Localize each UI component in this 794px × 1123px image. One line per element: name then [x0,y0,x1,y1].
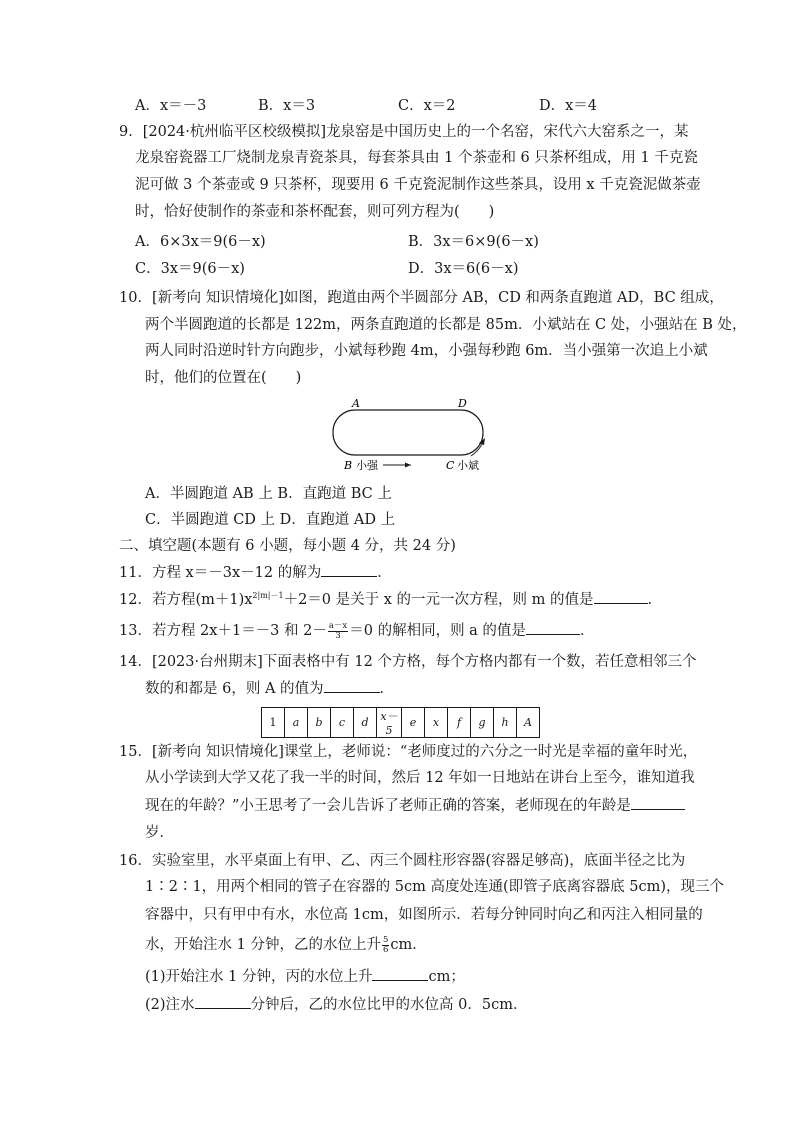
q16-sub2-answer-blank[interactable] [195,1008,251,1009]
q16-text-pre: 水，开始注水 1 分钟，乙的水位上升 [145,937,381,953]
q16-stem-line-2: 1∶2∶1，用两个相同的管子在容器的 5cm 高度处连通(即管子底离容器底 5cm)，现三个 [145,879,725,895]
grid-cell: A [517,708,540,738]
q15-answer-blank[interactable] [631,809,685,810]
q13-text-pre: 13．若方程 2x＋1＝－3 和 2－ [119,623,327,639]
q12-text-mid: ＋2＝0 是关于 x 的一元一次方程，则 m 的值是 [283,592,594,608]
q12-exponent: 2|m|－1 [252,591,284,601]
q8-option-a: A．x＝－3 [135,98,207,114]
q12-text-pre: 12．若方程(m＋1)x [119,592,253,608]
q9-stem-line-3: 泥可做 3 个茶壶或 9 只茶杯，现要用 6 千克瓷泥制作这些茶具，设用 x 千克瓷泥做茶壶 [135,177,701,193]
q16-stem-line-4 [145,934,427,956]
q10-stem-line-1: 10．[新考向 知识情境化]如图，跑道由两个半圆部分 AB，CD 和两条直跑道 AD，BC 组成， [119,290,724,306]
q16-sub-question-1 [145,966,465,988]
q9-stem-line-1: 9．[2024·杭州临平区校级模拟]龙泉窑是中国历史上的一个名窑，宋代六大窑系之一，某 [119,124,689,140]
q9-stem-line-2: 龙泉窑瓷器工厂烧制龙泉青瓷茶具，每套茶具由 1 个茶壶和 6 只茶杯组成，用 1 千克瓷 [135,150,698,166]
q14-text: 数的和都是 6，则 A 的值为 [145,681,324,697]
q10-stem-line-4: 时，他们的位置在( ) [145,370,302,386]
grid-cell: f [448,708,471,738]
grid-cell: e [402,708,425,738]
xiaoqiang-label: 小强 [356,459,378,472]
q13-fraction [328,622,348,641]
q8-option-d: D．x＝4 [539,98,598,114]
point-b-label: B [344,459,353,472]
q14-number-grid [261,707,540,738]
q9-option-b: B．3x＝6×9(6－x) [408,234,539,250]
q11-text: 11．方程 x＝－3x－12 的解为 [119,565,322,581]
q16-text-post: cm． [390,937,427,953]
q16-fraction [382,936,389,955]
q15-stem-line-3 [145,795,685,817]
q16-sub1-end: cm； [428,969,465,985]
q14-stem-line-2 [145,678,394,700]
grid-cell: h [494,708,517,738]
q12-end: ． [647,592,662,608]
q14-stem-line-1: 14．[2023·台州期末]下面表格中有 12 个方格，每个方格内都有一个数，若任意相邻三个 [119,654,697,670]
q13-text-mid: ＝0 的解相同，则 a 的值是 [349,623,526,639]
q15-stem-line-4: 岁． [145,825,174,841]
q16-sub1-text: (1)开始注水 1 分钟，丙的水位上升 [145,969,373,985]
q10-stem-line-2: 两个半圆跑道的长都是 122m，两条直跑道的长都是 85m．小斌站在 C 处，小强站在 B 处， [145,317,747,333]
q15-stem-line-1: 15．[新考向 知识情境化]课堂上，老师说：“老师度过的六分之一时光是幸福的童年时光， [119,744,698,760]
grid-cell: c [331,708,354,738]
q13-end: ． [579,623,595,639]
q8-option-b: B．x＝3 [258,98,316,114]
running-track [333,410,483,455]
q14-end: ． [379,681,395,697]
grid-cell: 1 [262,708,285,738]
xiaobin-label: 小斌 [457,459,479,472]
q13-fraction-numerator: a－x [328,620,348,631]
q12-answer-blank[interactable] [594,603,648,604]
q16-stem-line-1: 16．实验室里，水平桌面上有甲、乙、丙三个圆柱形容器(容器足够高)，底面半径之比为 [119,853,686,869]
q16-sub-question-2 [145,994,527,1016]
section-heading-fill-in: 二、填空题(本题有 6 小题，每小题 4 分，共 24 分) [119,538,456,554]
track-figure [325,394,500,478]
grid-cell: x [425,708,448,738]
q9-stem-line-4: 时，恰好使制作的茶壶和茶杯配套，则可列方程为( ) [135,204,495,220]
grid-cell: d [354,708,377,738]
q15-text: 现在的年龄？”小王思考了一会儿告诉了老师正确的答案，老师现在的年龄是 [145,798,631,814]
q9-option-a: A．6×3x＝9(6－x) [135,234,266,250]
xiaoqiang-arrow-icon [405,463,411,468]
q11-answer-blank[interactable] [321,576,377,577]
q16-sub2-end: 分钟后，乙的水位比甲的水位高 0．5cm． [250,997,528,1013]
grid-cell: x－5 [377,708,402,738]
q11-stem [119,562,392,584]
q16-sub2-text: (2)注水 [145,997,195,1013]
q11-end: ． [377,565,392,581]
q13-stem [119,620,594,642]
q14-answer-blank[interactable] [324,692,380,693]
point-c-label: C [446,459,455,472]
q15-stem-line-2: 从小学读到大学又花了我一半的时间，然后 12 年如一日地站在讲台上至今，谁知道我 [145,770,695,786]
grid-cell: b [308,708,331,738]
q13-answer-blank[interactable] [526,634,580,635]
q16-fraction-denominator: 6 [382,944,389,955]
q16-fraction-numerator: 5 [382,934,389,945]
grid-cell: g [471,708,494,738]
q10-options-cd: C．半圆跑道 CD 上 D．直跑道 AD 上 [145,512,396,528]
q12-stem [119,589,662,611]
q13-fraction-denominator: 3 [335,630,341,641]
grid-cell: a [285,708,308,738]
q9-option-c: C．3x＝9(6－x) [135,261,245,277]
q16-stem-line-3: 容器中，只有甲中有水，水位高 1cm，如图所示．若每分钟同时向乙和丙注入相同量的 [145,907,703,923]
q10-stem-line-3: 两人同时沿逆时针方向跑步，小斌每秒跑 4m，小强每秒跑 6m．当小强第一次追上小斌 [145,343,708,359]
q8-option-c: C．x＝2 [398,98,456,114]
q9-option-d: D．3x＝6(6－x) [408,261,519,277]
q10-options-ab: A．半圆跑道 AB 上 B．直跑道 BC 上 [145,486,392,502]
q16-sub1-answer-blank[interactable] [372,980,428,981]
point-a-label: A [352,397,360,410]
point-d-label: D [458,397,467,410]
q14-grid-row [262,708,540,738]
